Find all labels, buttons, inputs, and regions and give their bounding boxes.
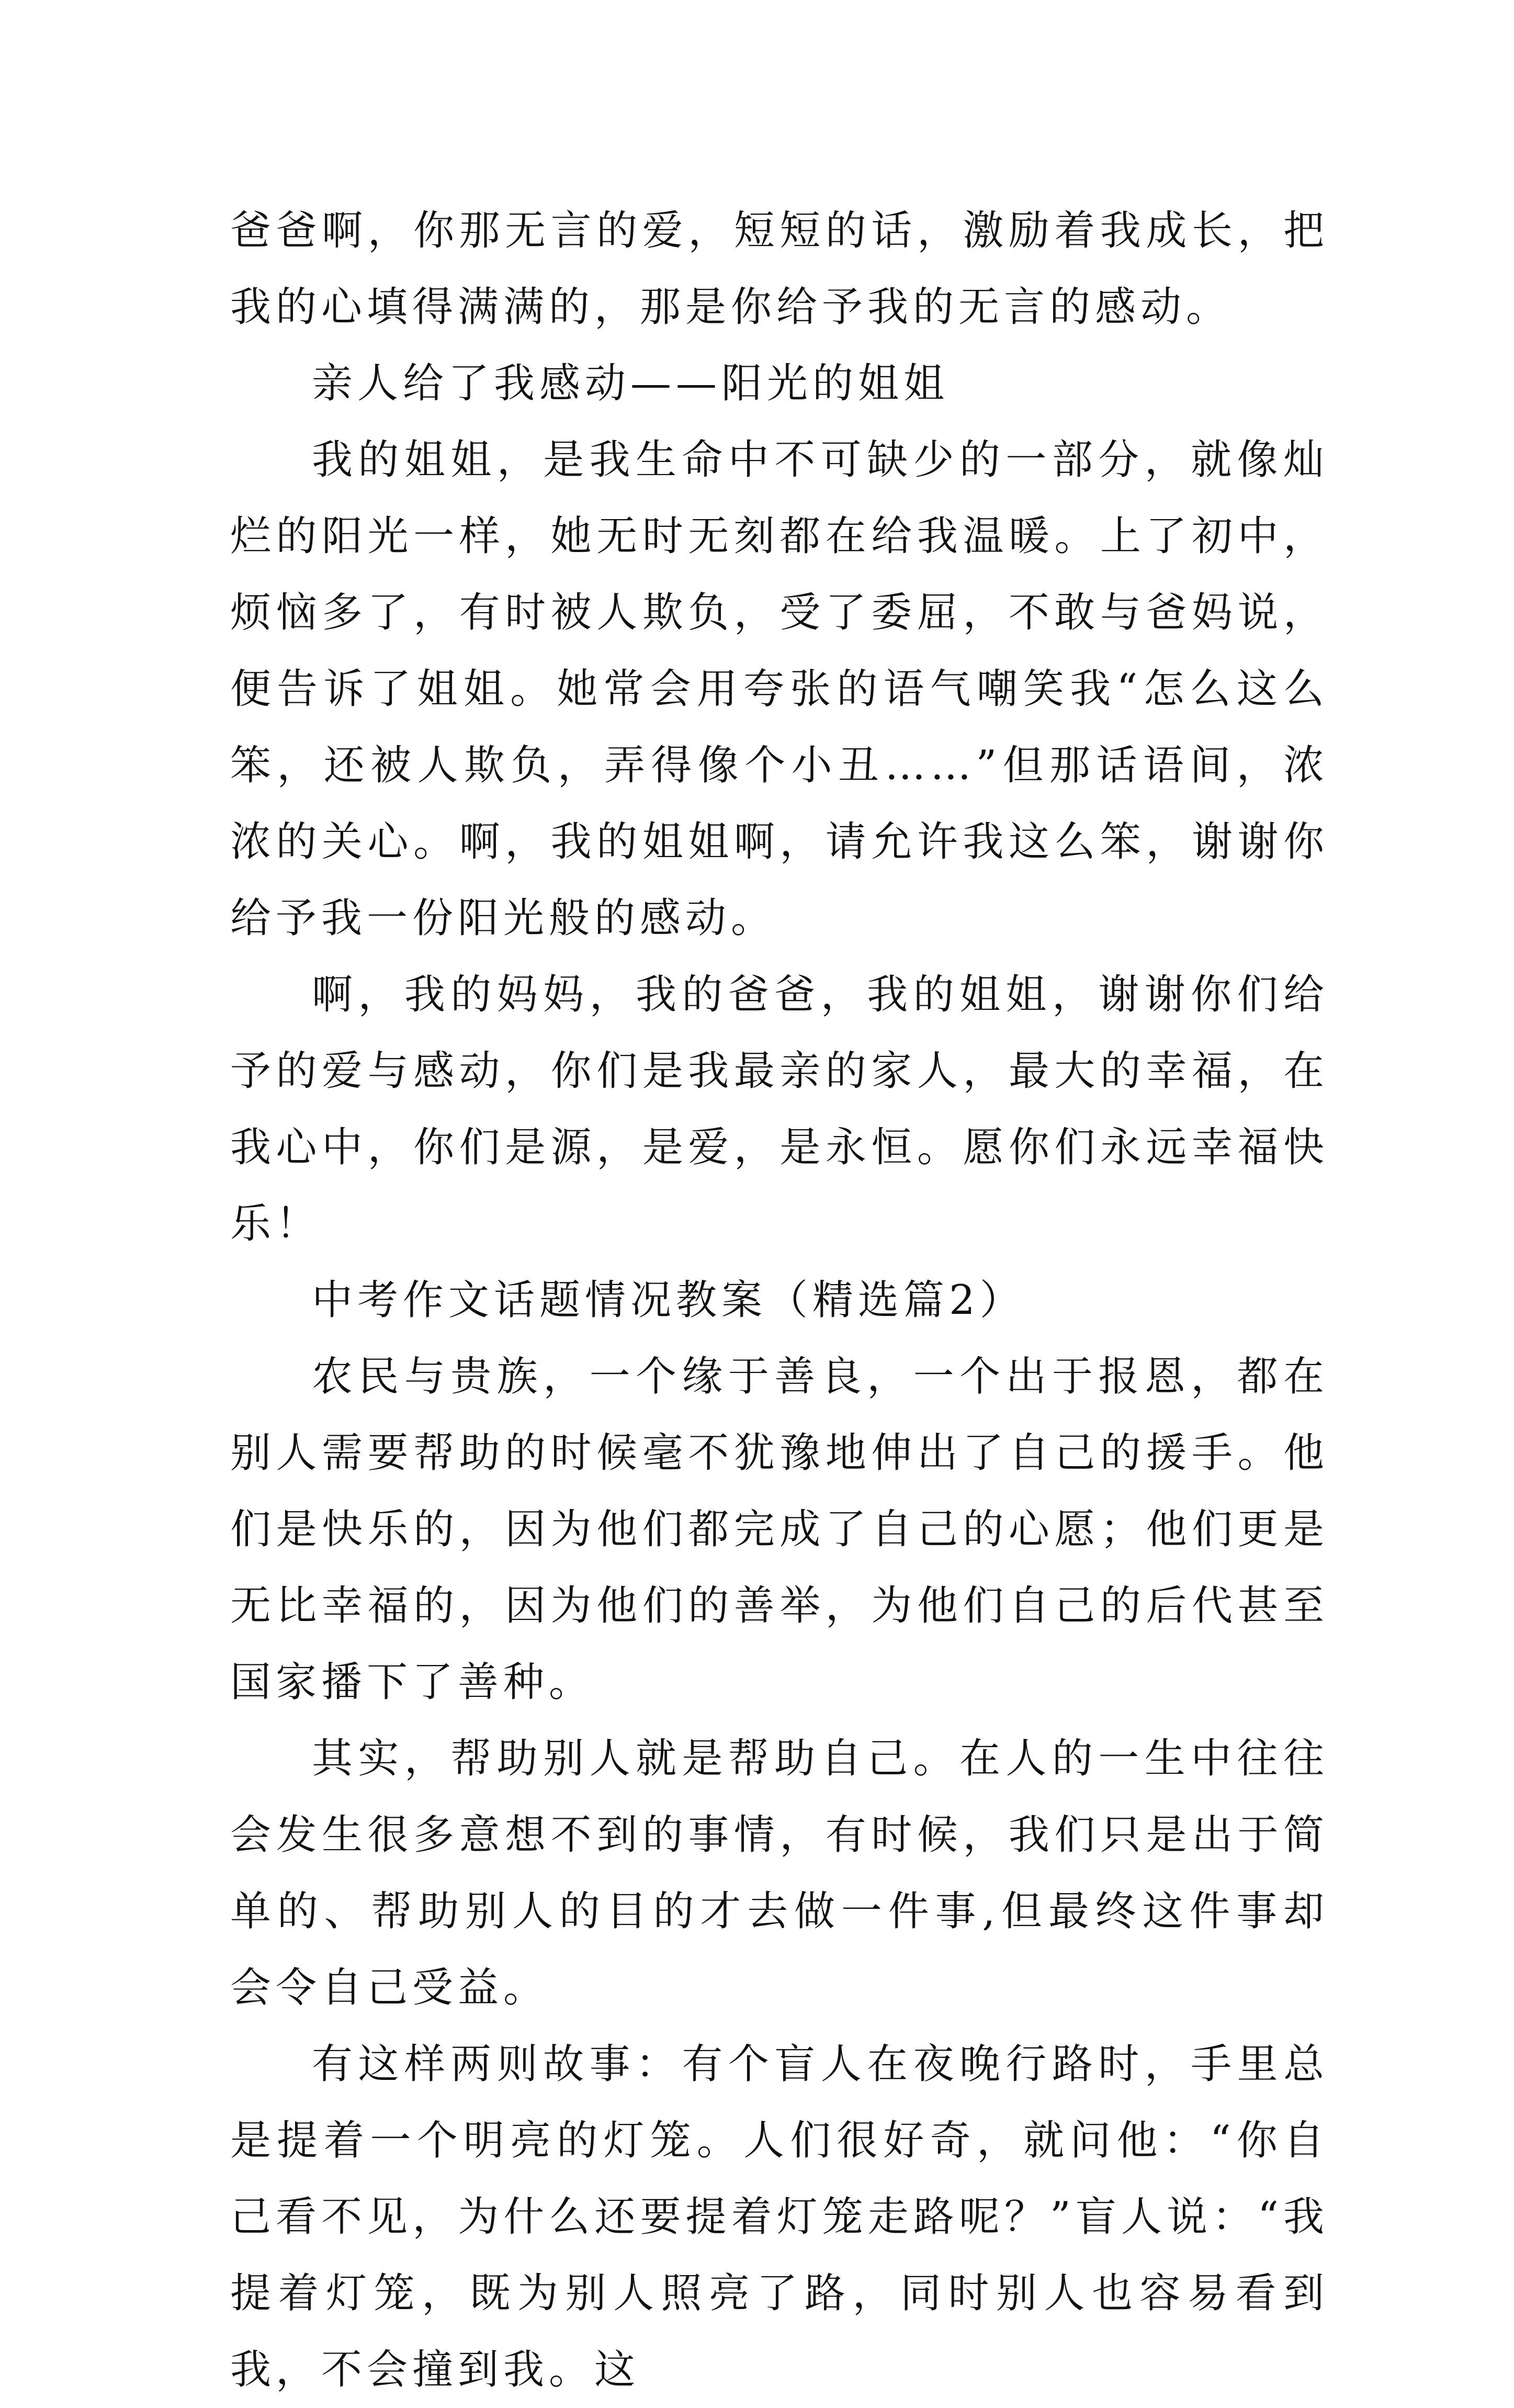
section-heading-sister: 亲人给了我感动——阳光的姐姐	[312, 360, 950, 407]
paragraph-helping-others: 其实，帮助别人就是帮助自己。在人的一生中往往会发生很多意想不到的事情，有时候，我们只是出于简单的、帮助别人的目的才去做一件事,但最终这件事却会令自己受益。	[230, 1735, 1329, 2011]
document-body	[230, 193, 1329, 2408]
paragraph-1: 爸爸啊，你那无言的爱，短短的话，激励着我成长，把我的心填得满满的，那是你给予我的无言的感动。	[230, 207, 1329, 331]
paragraph-farmer-noble: 农民与贵族，一个缘于善良，一个出于报恩，都在别人需要帮助的时候毫不犹豫地伸出了自己的援手。他们是快乐的，因为他们都完成了自己的心愿；他们更是无比幸福的，因为他们的善举，为他们自己的后代甚至国家播下了善种。	[230, 1353, 1329, 1706]
section-heading-part-2: 中考作文话题情况教案（精选篇2）	[312, 1277, 1025, 1324]
paragraph-sister: 我的姐姐，是我生命中不可缺少的一部分，就像灿烂的阳光一样，她无时无刻都在给我温暖。上了初中，烦恼多了，有时被人欺负，受了委屈，不敢与爸妈说，便告诉了姐姐。她常会用夸张的语气嘲笑我“怎么这么笨，还被人欺负，弄得像个小丑……”但那话语间，浓浓的关心。啊，我的姐姐啊，请允许我这么笨，谢谢你给予我一份阳光般的感动。	[230, 436, 1329, 942]
paragraph-family-thanks: 啊，我的妈妈，我的爸爸，我的姐姐，谢谢你们给予的爱与感动，你们是我最亲的家人，最大的幸福，在我心中，你们是源，是爱，是永恒。愿你们永远幸福快乐！	[230, 971, 1329, 1247]
paragraph-blind-man-story: 有这样两则故事：有个盲人在夜晚行路时，手里总是提着一个明亮的灯笼。人们很好奇，就问他：“你自己看不见，为什么还要提着灯笼走路呢？”盲人说：“我提着灯笼，既为别人照亮了路，同时别人也容易看到我，不会撞到我。这	[230, 2041, 1329, 2393]
